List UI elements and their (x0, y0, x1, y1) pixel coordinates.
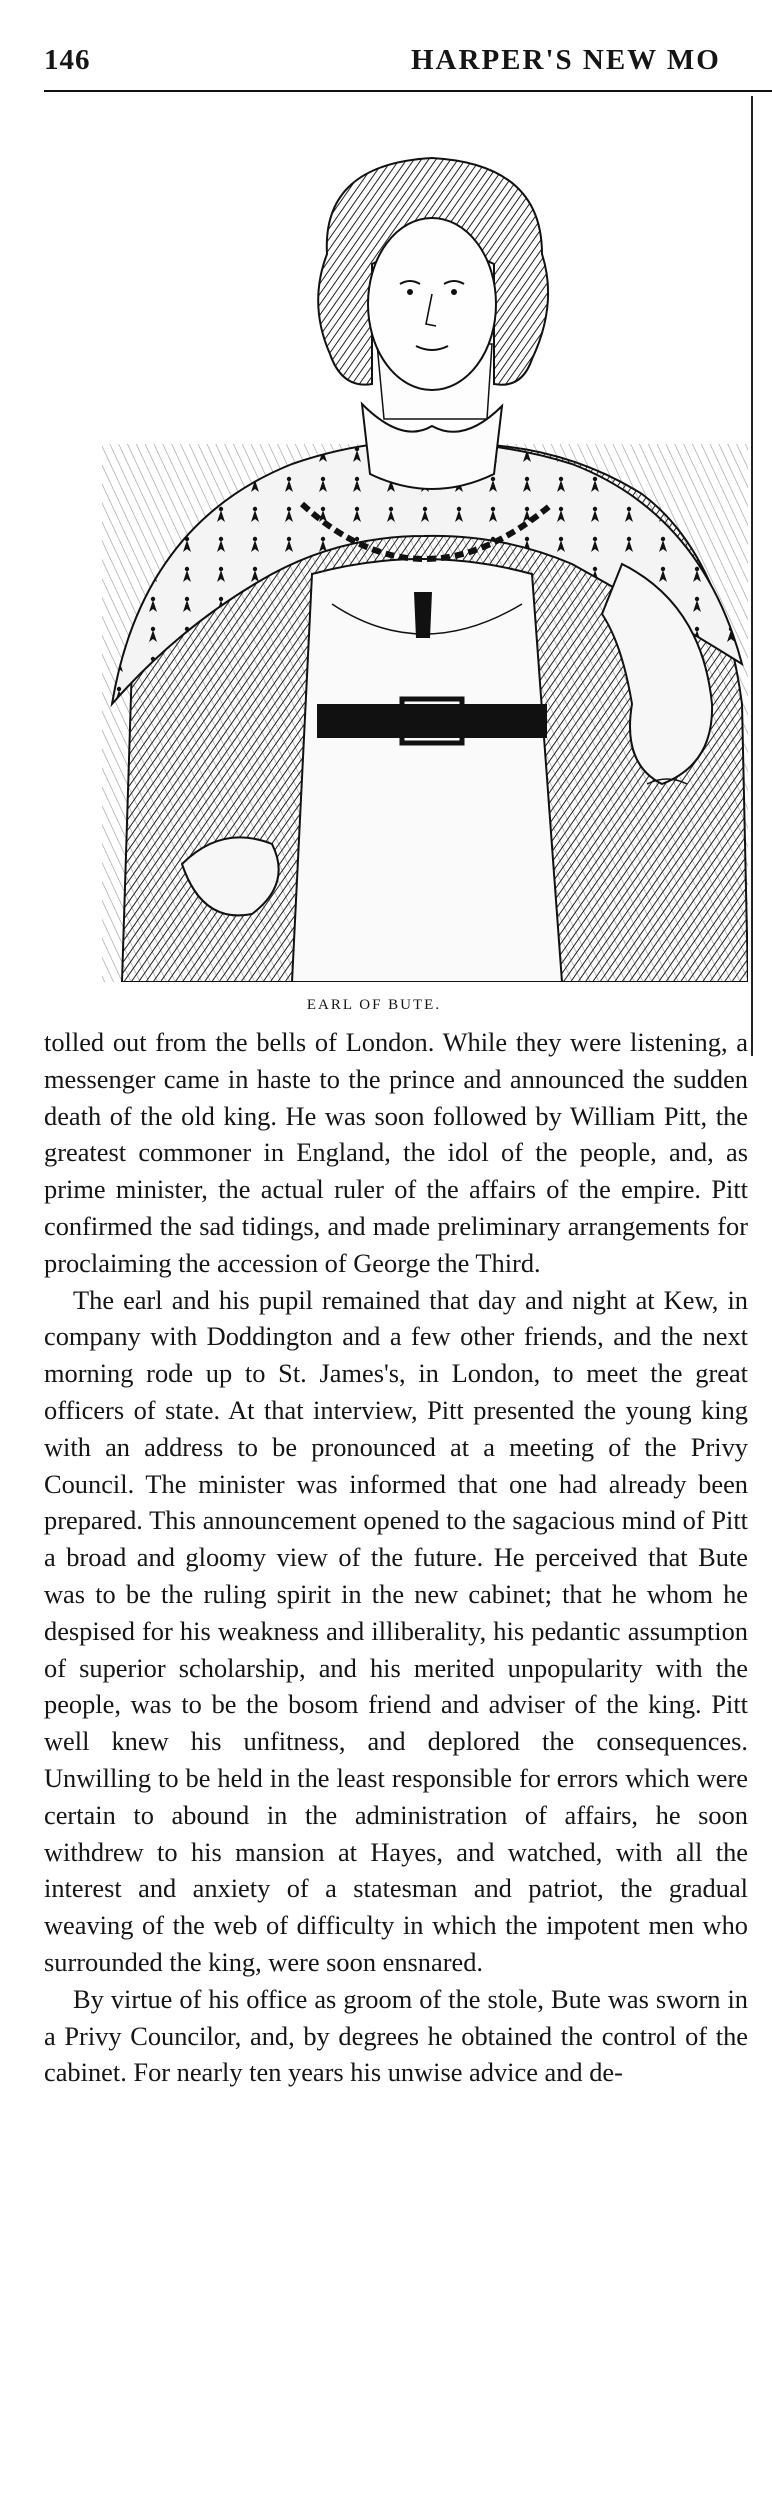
earl-of-bute-portrait (102, 144, 748, 982)
paragraph-3: By virtue of his office as groom of the stole, Bute was sworn in a Privy Councilor, and, by degrees he obtained the control of the cabinet. For nearly ten years his unwise advice and de- (44, 1983, 748, 2088)
figure-caption: EARL OF BUTE. (306, 997, 442, 1013)
running-title: HARPER'S NEW MO (411, 44, 721, 76)
page-header (44, 30, 772, 92)
page-number: 146 (44, 44, 91, 76)
paragraph-2: The earl and his pupil remained that day and night at Kew, in company with Doddington and a few other friends, and the next morning rode up to St. James's, in London, to meet the great officers of state. At that interview, Pitt presented the young king with an address to be pronounced at a meeting of the Privy Council. The minister was informed that one had already been prepared. This announcement opened to the sagacious mind of Pitt a broad and gloomy view of the future. He perceived that Bute was to be the ruling spirit in the new cabinet; that he whom he despised for his weakness and illiberality, his pedantic assumption of superior scholarship, and his merited unpopularity with the people, was to be the bosom friend and adviser of the king. Pitt well knew his unfitness, and deplored the consequences. Unwilling to be held in the least responsible for errors which were certain to abound in the administration of affairs, he soon withdrew to his mansion at Hayes, and watched, with all the interest and anxiety of a statesman and patriot, the gradual weaving of the web of difficulty in which the impotent men who surrounded the king, were soon ensnared. (44, 1284, 748, 1977)
article-body (44, 1024, 748, 2091)
column-rule (751, 96, 753, 1056)
paragraph-1: tolled out from the bells of London. While they were listening, a messenger came in haste to the prince and announced the sudden death of the old king. He was soon followed by William Pitt, the greatest commoner in England, the idol of the people, and, as prime minister, the actual ruler of the affairs of the empire. Pitt confirmed the sad tidings, and made preliminary arrangements for proclaiming the accession of George the Third. (44, 1027, 748, 1278)
